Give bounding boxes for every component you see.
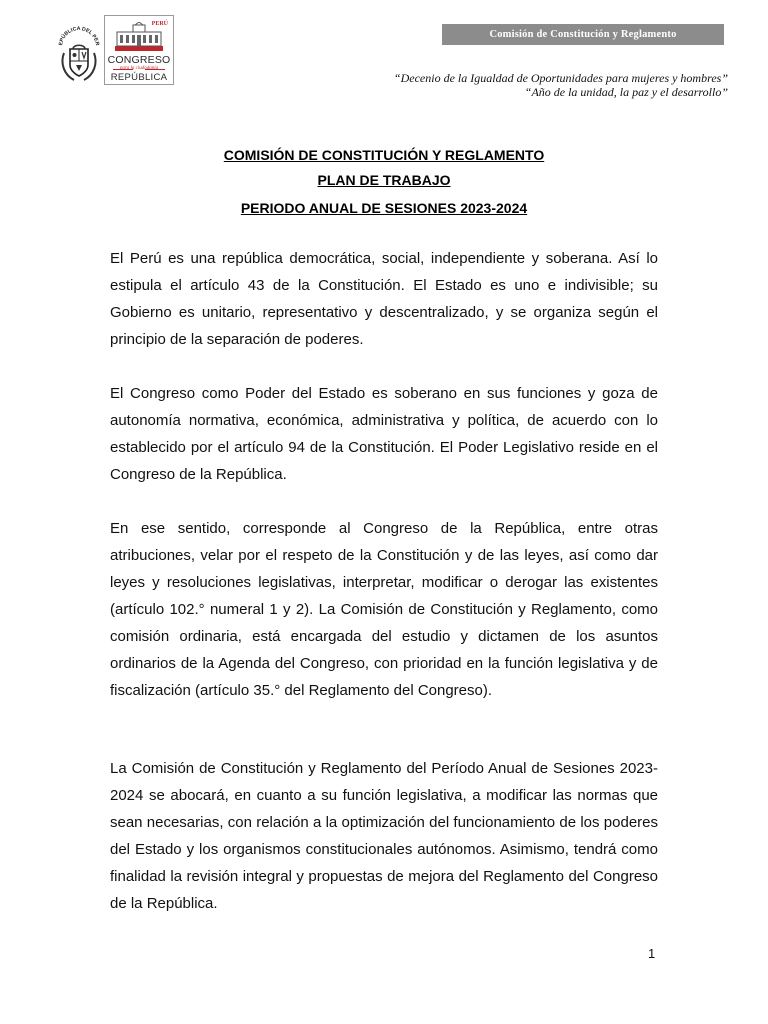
document-period: PERIODO ANUAL DE SESIONES 2023-2024	[240, 200, 528, 216]
logo-tagline-text: para la ciudadanía	[119, 66, 159, 71]
congreso-logo	[104, 15, 174, 85]
year-motto: “Año de la unidad, la paz y el desarrollo”	[524, 85, 728, 99]
body-paragraph: En ese sentido, corresponde al Congreso de la República, entre otras atribuciones, velar por el respeto de la Constitución y de las leyes, así como dar leyes y resoluciones legislativas, interpretar, modificar o derogar las existentes (artículo 102.° numeral 1 y 2). La Comisión de Constitución y Reglamento, como comisión ordinaria, está encargada del estudio y dictamen de los asuntos ordinarios de la Agenda del Congreso, con prioridad en la función legislativa y de fiscalización (artículo 35.° del Reglamento del Congreso).	[110, 520, 658, 699]
coat-of-arms-icon	[56, 25, 102, 85]
logo-peru-text: PERÚ	[151, 21, 168, 27]
body-paragraph: La Comisión de Constitución y Reglamento del Período Anual de Sesiones 2023-2024 se abocará, en cuanto a su función legislativa, a modificar las normas que sean necesarias, con relación a la optimización del funcionamiento de los poderes del Estado y los organismos constitucionales autónomos. Asimismo, tendrá como finalidad la revisión integral y propuestas de mejora del Reglamento del Congreso de la República.	[110, 760, 658, 912]
decade-motto: “Decenio de la Igualdad de Oportunidades para mujeres y hombres”	[393, 71, 728, 85]
commission-banner: Comisión de Constitución y Reglamento	[442, 24, 724, 45]
svg-text:REPÚBLICA DEL PERÚ: EPÚBLICA DEL PER	[58, 25, 100, 47]
page-number: 1	[648, 946, 656, 961]
logo-republica-text: REPÚBLICA	[110, 72, 168, 83]
body-paragraph: El Perú es una república democrática, social, independiente y soberana. Así lo estipula el artículo 43 de la Constitución. El Estado es uno e indivisible; su Gobierno es unitario, representativo y descentralizado, y se organiza según el principio de la separación de poderes.	[110, 250, 658, 348]
document-title: COMISIÓN DE CONSTITUCIÓN Y REGLAMENTO	[223, 147, 545, 163]
document-subtitle: PLAN DE TRABAJO	[317, 172, 451, 188]
logo-congreso-text: CONGRESO	[107, 54, 171, 66]
body-paragraph: El Congreso como Poder del Estado es soberano en sus funciones y goza de autonomía normativa, económica, administrativa y política, de acuerdo con lo establecido por el artículo 94 de la Constitución. El Poder Legislativo reside en el Congreso de la República.	[110, 385, 658, 483]
